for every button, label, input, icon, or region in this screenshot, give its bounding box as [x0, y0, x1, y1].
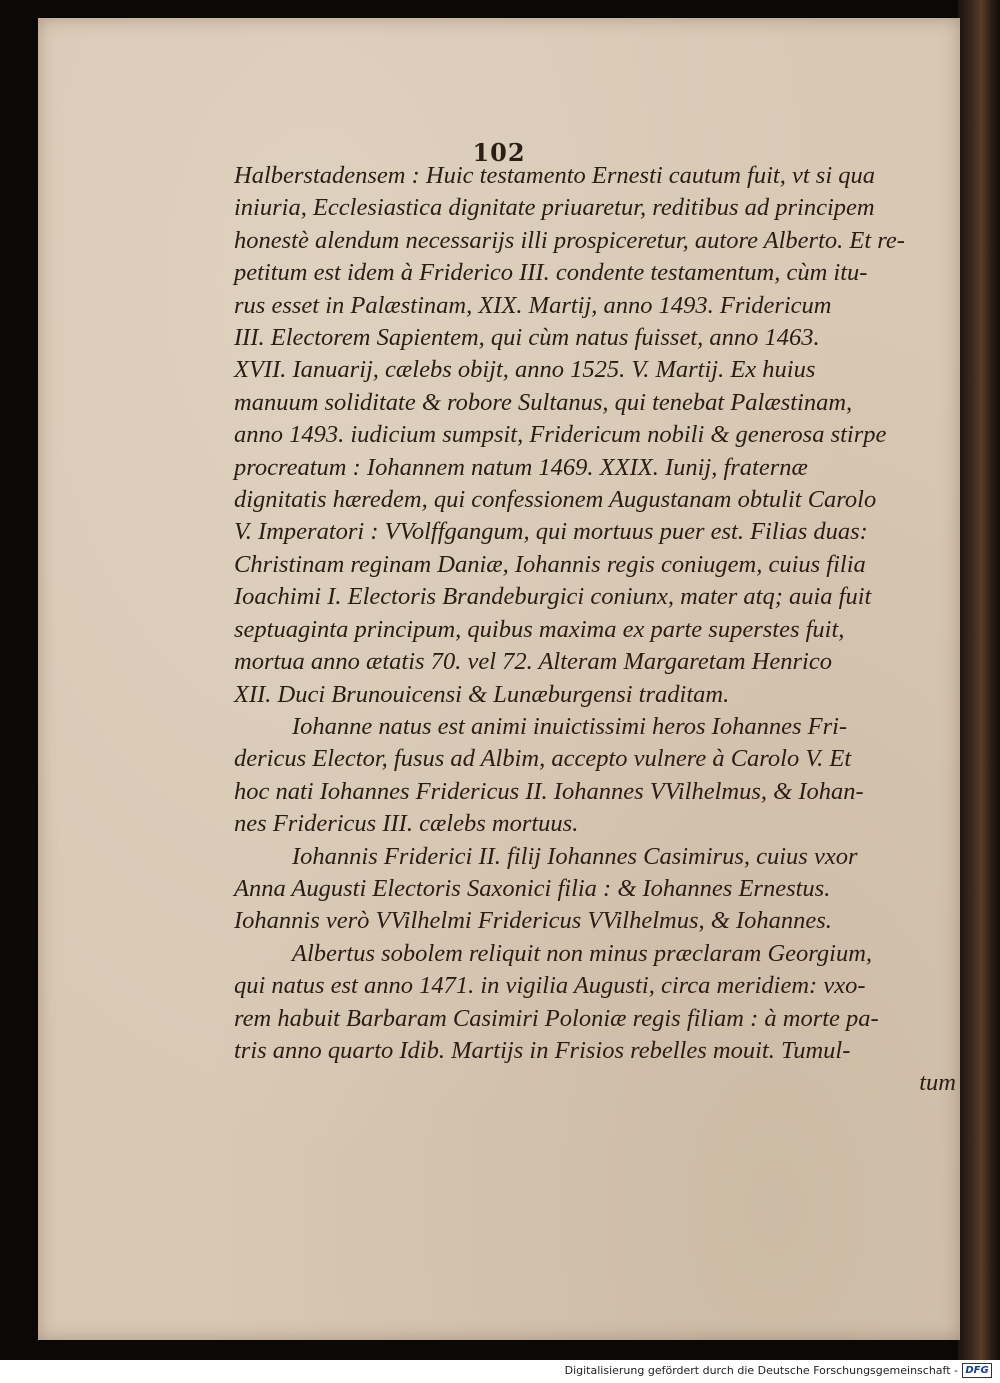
text-line: honestè alendum necessarijs illi prospiceretur, autore Alberto. Et re- [234, 226, 905, 254]
text-line: tris anno quarto Idib. Martijs in Frisios rebelles mouit. Tumul- [234, 1036, 851, 1064]
text-line: Iohannis Friderici II. filij Iohannes Casimirus, cuius vxor [292, 842, 858, 870]
text-line: nes Fridericus III. cælebs mortuus. [234, 810, 579, 838]
page-text [234, 160, 960, 1100]
text-line: hoc nati Iohannes Fridericus II. Iohannes VVilhelmus, & Iohan- [234, 777, 864, 805]
text-line: Iohanne natus est animi inuictissimi heros Iohannes Fri- [292, 712, 848, 740]
dfg-logo-icon: DFG [962, 1363, 992, 1378]
text-line: dignitatis hæredem, qui confessionem Augustanam obtulit Carolo [234, 486, 877, 514]
text-line: Halberstadensem : Huic testamento Ernesti cautum fuit, vt si qua [234, 162, 875, 189]
text-line: petitum est idem à Friderico III. condente testamentum, cùm itu- [234, 259, 868, 287]
page-number: 102 [472, 138, 526, 167]
text-line: procreatum : Iohannem natum 1469. XXIX. Iunij, fraternæ [234, 453, 808, 481]
text-line: septuaginta principum, quibus maxima ex parte superstes fuit, [234, 615, 845, 643]
book-spine-edge [958, 0, 1000, 1360]
text-line: XVII. Ianuarij, cælebs obijt, anno 1525. V. Martij. Ex huius [234, 356, 816, 384]
text-line: qui natus est anno 1471. in vigilia Augusti, circa meridiem: vxo- [234, 972, 866, 1000]
text-line: manuum soliditate & robore Sultanus, qui tenebat Palæstinam, [234, 388, 853, 416]
text-line: dericus Elector, fusus ad Albim, accepto vulnere à Carolo V. Et [234, 745, 852, 773]
text-line: XII. Duci Brunouicensi & Lunæburgensi traditam. [234, 680, 730, 708]
text-line: anno 1493. iudicium sumpsit, Fridericum nobili & generosa stirpe [234, 421, 887, 449]
text-line: rus esset in Palæstinam, XIX. Martij, anno 1493. Fridericum [234, 291, 832, 319]
catchword: tum [919, 1069, 956, 1097]
funding-credit: Digitalisierung gefördert durch die Deutsche Forschungsgemeinschaft - [564, 1364, 958, 1377]
text-line: iniuria, Ecclesiastica dignitate priuaretur, reditibus ad principem [234, 194, 875, 222]
text-line: III. Electorem Sapientem, qui cùm natus fuisset, anno 1463. [234, 324, 820, 352]
text-line: Albertus sobolem reliquit non minus præclaram Georgium, [292, 939, 873, 967]
text-line: mortua anno ætatis 70. vel 72. Alteram Margaretam Henrico [234, 648, 832, 676]
text-line: Iohannis verò VVilhelmi Fridericus VVilhelmus, & Iohannes. [234, 907, 832, 935]
text-line: Ioachimi I. Electoris Brandeburgici coniunx, mater atq; auia fuit [234, 583, 872, 611]
footer-bar [0, 1360, 1000, 1383]
text-line: Anna Augusti Electoris Saxonici filia : & Iohannes Ernestus. [234, 874, 831, 902]
text-line: V. Imperatori : VVolffgangum, qui mortuus puer est. Filias duas: [234, 518, 868, 546]
text-line: Christinam reginam Daniæ, Iohannis regis coniugem, cuius filia [234, 550, 866, 578]
text-line: rem habuit Barbaram Casimiri Poloniæ regis filiam : à morte pa- [234, 1004, 879, 1032]
